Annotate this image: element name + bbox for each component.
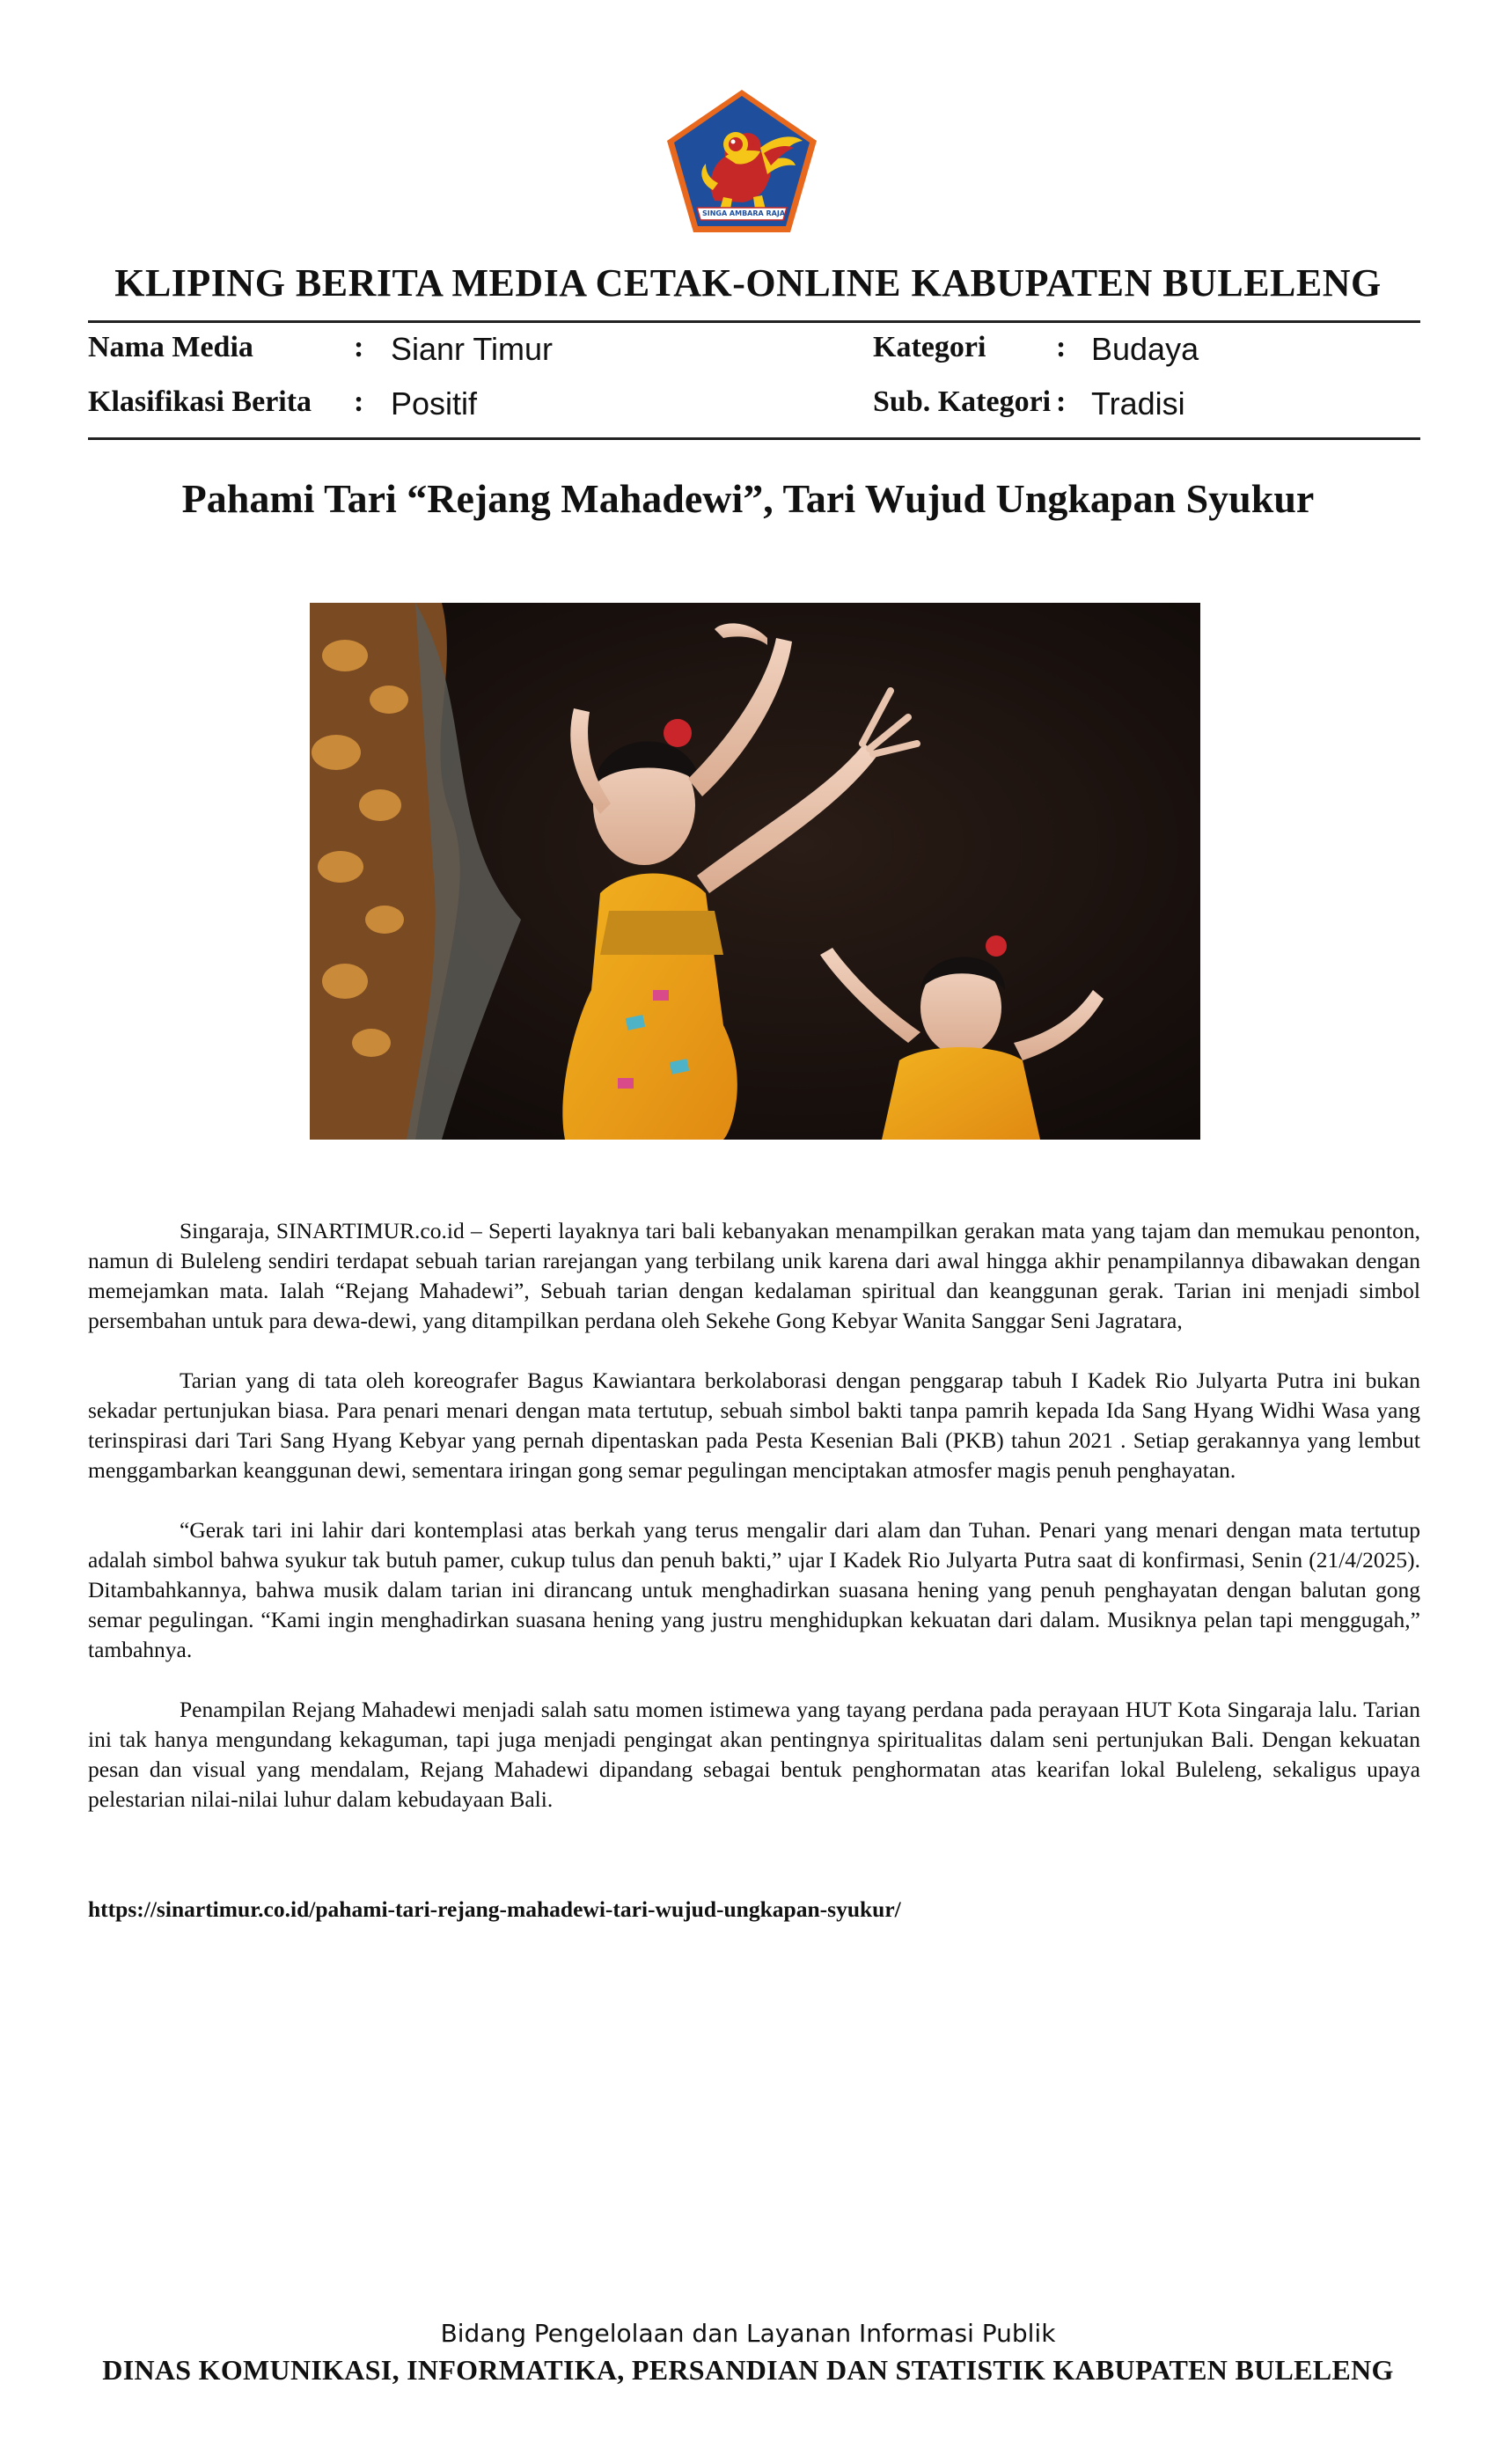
article-paragraph-3: “Gerak tari ini lahir dari kontemplasi atas berkah yang terus mengalir dari alam dan Tuhan. Penari yang menari dengan mata tertutup adalah simbol bahwa syukur tak butuh pamer, cukup tulus dan penuh bakti,” ujar I Kadek Rio Julyarta Putra saat di konfirmasi, Senin (21/4/2025). Ditambahkannya, bahwa musik dalam tarian ini dirancang untuk menghadirkan suasana hening yang penuh penghayatan dengan balutan gong semar pegulingan. “Kami ingin menghadirkan suasana hening yang justru menghidupkan kekuatan dari dalam. Musiknya pelan tapi menggugah,” tambahnya. [88, 1517, 1420, 1662]
nama-media-value: Sianr Timur [391, 331, 554, 367]
klasifikasi-berita-label: Klasifikasi Berita [88, 385, 312, 418]
sub-kategori-label: Sub. Kategori [873, 385, 1052, 418]
header-top-rule [88, 320, 1420, 323]
article-title: Pahami Tari “Rejang Mahadewi”, Tari Wujud Ungkapan Syukur [181, 476, 1315, 521]
nama-media-colon: : [354, 331, 364, 363]
footer-agency: DINAS KOMUNIKASI, INFORMATIKA, PERSANDIAN DAN STATISTIK KABUPATEN BULELENG [102, 2354, 1394, 2386]
klasifikasi-berita-value: Positif [391, 385, 478, 422]
clipping-header-title: KLIPING BERITA MEDIA CETAK-ONLINE KABUPATEN BULELENG [114, 261, 1382, 304]
nama-media-label: Nama Media [88, 331, 253, 363]
kategori-value: Budaya [1091, 331, 1199, 367]
logo-motto-text: SINGA AMBARA RAJA [701, 209, 786, 217]
klasifikasi-berita-colon: : [354, 385, 364, 418]
footer-department: Bidang Pengelolaan dan Layanan Informasi Publik [440, 2319, 1056, 2348]
balinese-dancers-photo-icon [310, 603, 1200, 1140]
article-photo [310, 603, 1200, 1140]
source-url-link[interactable]: https://sinartimur.co.id/pahami-tari-rejang-mahadewi-tari-wujud-ungkapan-syukur/ [88, 1896, 901, 1922]
sub-kategori-colon: : [1056, 385, 1067, 418]
buleleng-emblem-logo [662, 86, 822, 238]
article-paragraph-2: Tarian yang di tata oleh koreografer Bagus Kawiantara berkolaborasi dengan penggarap tabuh I Kadek Rio Julyarta Putra ini bukan sekadar pertunjukan biasa. Para penari menari dengan mata tertutup, sebuah simbol bakti tanpa pamrih kepada Ida Sang Hyang Widhi Wasa yang terinspirasi dari Tari Sang Hyang Kebyar yang pernah dipentaskan pada Pesta Kesenian Bali (PKB) tahun 2021 . Setiap gerakannya yang lembut menggambarkan keanggunan dewi, sementara iringan gong semar pegulingan menciptakan atmosfer magis penuh penghayatan. [88, 1368, 1420, 1483]
header-bottom-rule [88, 437, 1420, 440]
kategori-label: Kategori [873, 331, 986, 363]
article-body [88, 1216, 1420, 1844]
article-paragraph-1: Singaraja, SINARTIMUR.co.id – Seperti layaknya tari bali kebanyakan menampilkan gerakan mata yang tajam dan memukau penonton, namun di Buleleng sendiri terdapat sebuah tarian rarejangan yang terbilang unik karena dari awal hingga akhir penampilannya dibawakan dengan memejamkan mata. Ialah “Rejang Mahadewi”, Sebuah tarian dengan kedalaman spiritual dan keanggunan gerak. Tarian ini menjadi simbol persembahan untuk para dewa-dewi, yang ditampilkan perdana oleh Sekehe Gong Kebyar Wanita Sanggar Seni Jagratara, [88, 1218, 1420, 1333]
kategori-colon: : [1056, 331, 1067, 363]
article-paragraph-4: Penampilan Rejang Mahadewi menjadi salah satu momen istimewa yang tayang perdana pada perayaan HUT Kota Singaraja lalu. Tarian ini tak hanya mengundang kekaguman, tapi juga menjadi pengingat akan pentingnya spiritualitas dalam seni pertunjukan Bali. Dengan kekuatan pesan dan visual yang mendalam, Rejang Mahadewi dipandang sebagai bentuk penghormatan atas kearifan lokal Buleleng, sekaligus upaya pelestarian nilai-nilai luhur dalam kebudayaan Bali. [88, 1697, 1420, 1812]
sub-kategori-value: Tradisi [1091, 385, 1185, 422]
